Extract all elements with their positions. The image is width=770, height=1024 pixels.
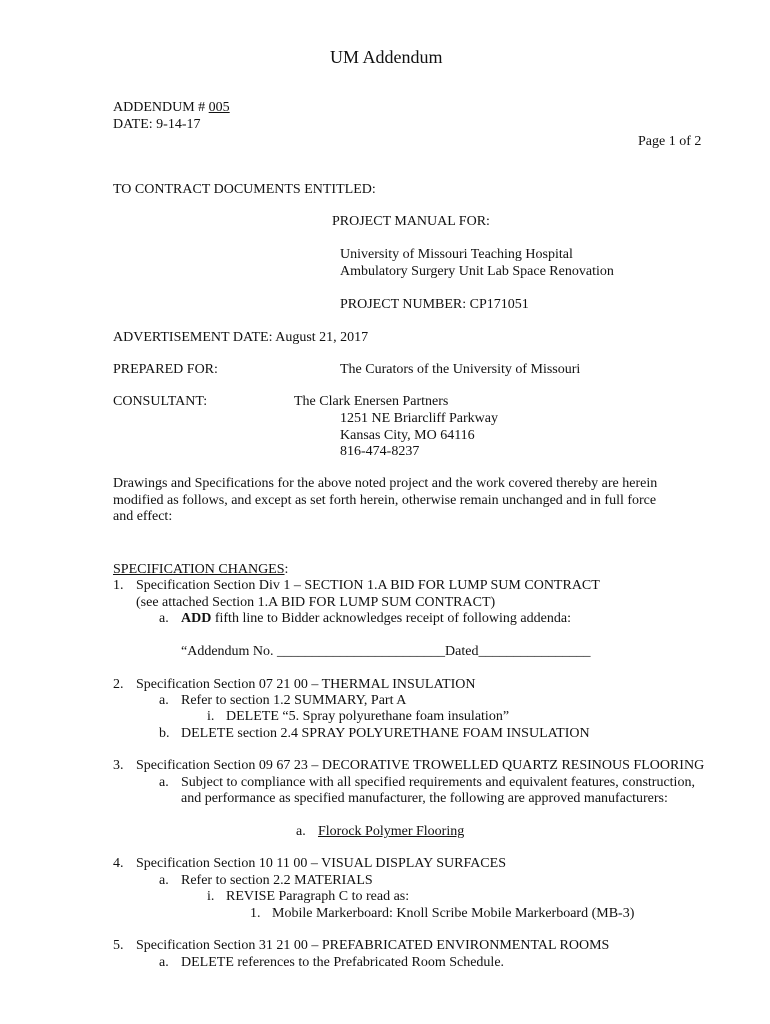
spec-changes-heading-text: SPECIFICATION CHANGES [113,562,285,577]
item1-line1: Specification Section Div 1 – SECTION 1.A BID FOR LUMP SUM CONTRACT [136,578,600,593]
item2-a-label: a. [159,693,169,708]
item5-a-text: DELETE references to the Prefabricated Room Schedule. [181,955,505,970]
item4-i-text: REVISE Paragraph C to read as: [226,889,410,904]
addendum-number-line [113,99,230,116]
consultant-phone: 816-474-8237 [340,444,420,459]
item1-a-rest: fifth line to Bidder acknowledges receipt of following addenda: [211,611,571,626]
project-manual-for: PROJECT MANUAL FOR: [332,214,490,229]
statement-line2: modified as follows, and except as set forth herein, otherwise remain unchanged and in full force [113,493,657,508]
project-number: PROJECT NUMBER: CP171051 [340,297,529,312]
prepared-for-value: The Curators of the University of Missouri [340,362,581,377]
consultant-address-line1: 1251 NE Briarcliff Parkway [340,411,498,426]
project-name-line2: Ambulatory Surgery Unit Lab Space Renovation [340,264,614,279]
item4-a-label: a. [159,873,169,888]
item2-a-text: Refer to section 1.2 SUMMARY, Part A [181,693,407,708]
item5-number: 5. [113,938,124,953]
item2-i-label: i. [207,709,215,724]
item5-line1: Specification Section 31 21 00 – PREFABRICATED ENVIRONMENTAL ROOMS [136,938,610,953]
spec-changes-heading-colon: : [284,562,289,577]
item2-b-text: DELETE section 2.4 SPRAY POLYURETHANE FOAM INSULATION [181,726,590,741]
spec-changes-heading [113,561,288,578]
item2-i-text: DELETE “5. Spray polyurethane foam insulation” [226,709,510,724]
item3-a-line2: and performance as specified manufacturer, the following are approved manufacturers: [181,791,668,806]
contract-intro: TO CONTRACT DOCUMENTS ENTITLED: [113,182,376,197]
addendum-label: ADDENDUM # [113,100,206,115]
item3-sub-label: a. [296,824,306,839]
item2-b-label: b. [159,726,170,741]
document-title: UM Addendum [330,47,443,67]
item3-a-label: a. [159,775,169,790]
item2-number: 2. [113,677,124,692]
item1-a-bold: ADD [181,611,212,626]
statement-line3: and effect: [113,509,173,524]
item4-n-label: 1. [250,906,261,921]
statement-line1: Drawings and Specifications for the above noted project and the work covered thereby are herein [113,476,658,491]
item3-sub-text: Florock Polymer Flooring [318,824,465,839]
addendum-number: 005 [208,100,230,115]
project-name-line1: University of Missouri Teaching Hospital [340,247,573,262]
prepared-for-label: PREPARED FOR: [113,362,218,377]
consultant-address-line2: Kansas City, MO 64116 [340,428,475,443]
item4-n-text: Mobile Markerboard: Knoll Scribe Mobile Markerboard (MB-3) [272,906,635,921]
item1-quote: “Addendum No. ________________________Dated________________ [181,644,591,659]
item3-a-line1: Subject to compliance with all specified requirements and equivalent features, construction, [181,775,695,790]
advertisement-date: ADVERTISEMENT DATE: August 21, 2017 [113,330,369,345]
consultant-name: The Clark Enersen Partners [294,394,449,409]
item4-number: 4. [113,856,124,871]
item4-i-label: i. [207,889,215,904]
addendum-date: DATE: 9-14-17 [113,117,201,132]
item4-a-text: Refer to section 2.2 MATERIALS [181,873,373,888]
item3-line1: Specification Section 09 67 23 – DECORATIVE TROWELLED QUARTZ RESINOUS FLOORING [136,758,705,773]
page-number: Page 1 of 2 [638,134,702,149]
item2-line1: Specification Section 07 21 00 – THERMAL INSULATION [136,677,476,692]
item1-a-label: a. [159,611,169,626]
item5-a-label: a. [159,955,169,970]
consultant-label: CONSULTANT: [113,394,208,409]
item1-line2: (see attached Section 1.A BID FOR LUMP SUM CONTRACT) [136,595,496,610]
item3-number: 3. [113,758,124,773]
item4-line1: Specification Section 10 11 00 – VISUAL DISPLAY SURFACES [136,856,506,871]
item1-number: 1. [113,578,124,593]
item1-a-text [181,610,571,627]
